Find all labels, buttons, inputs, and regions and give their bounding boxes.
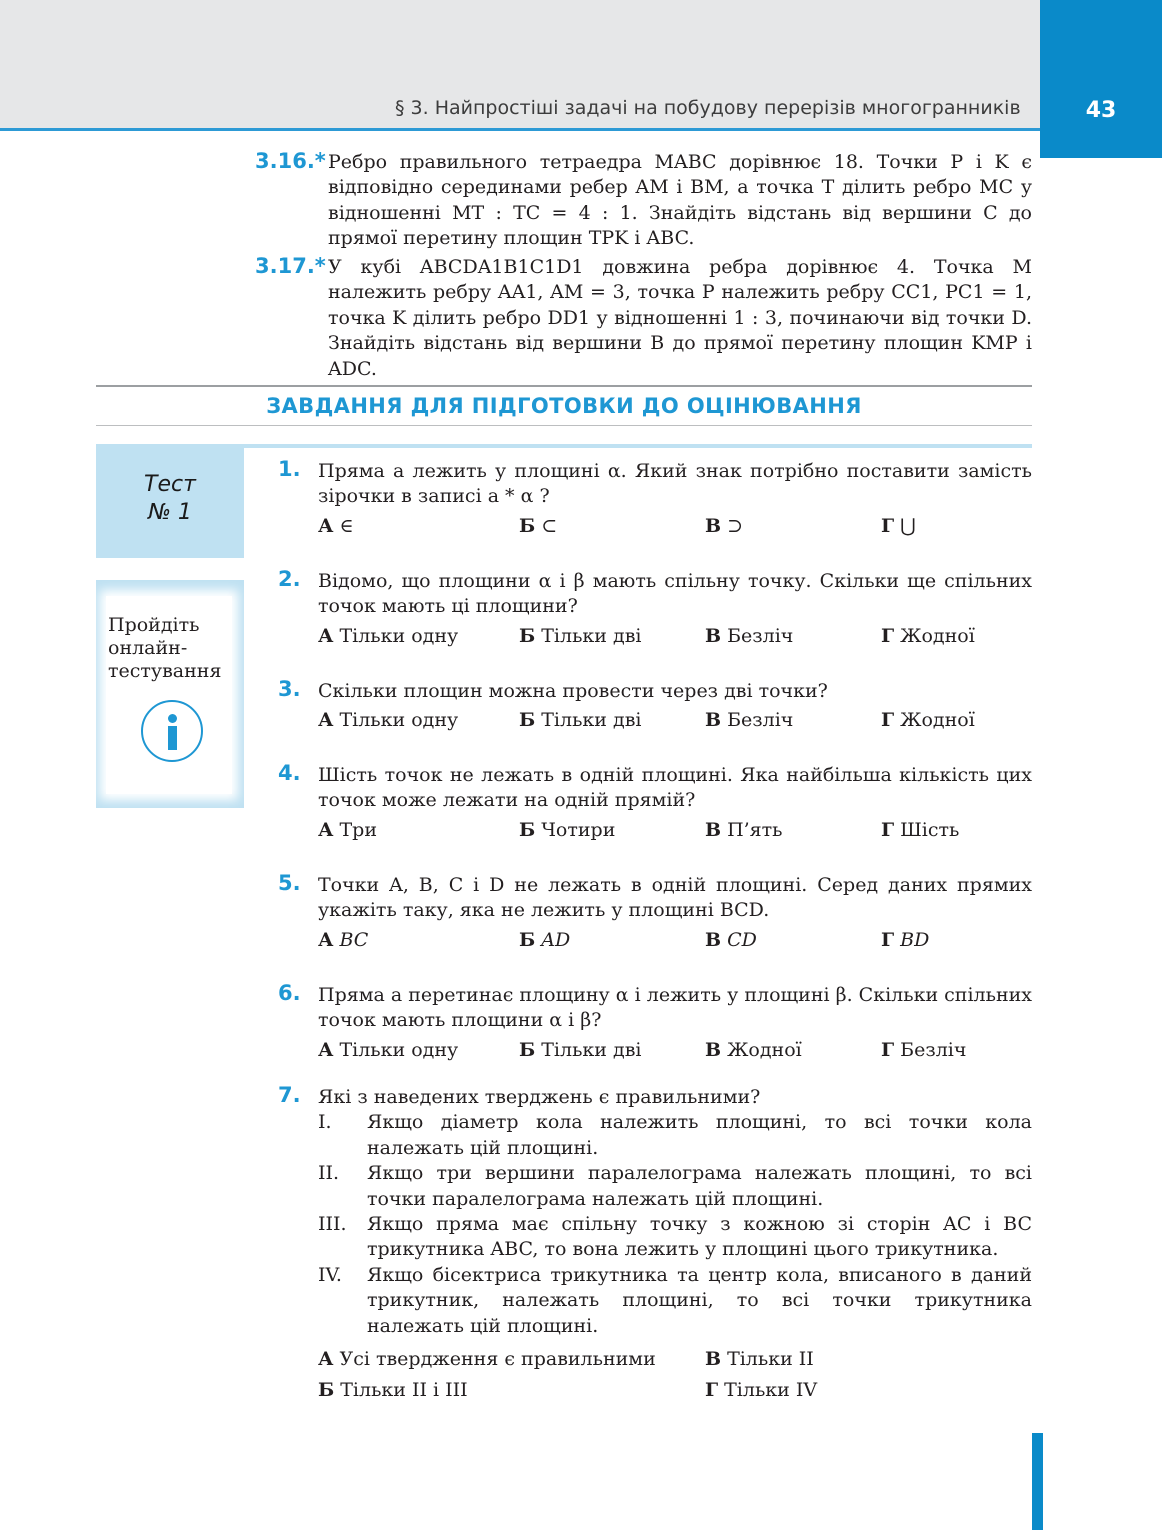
answer-options	[318, 928, 1032, 958]
answer-option-b[interactable]: Б ⊂	[519, 514, 558, 537]
page-edge-marker	[1032, 1433, 1043, 1530]
online-testing-line: онлайн-	[108, 637, 188, 659]
statement-text: Якщо пряма має спільну точку з кожною зі сторін AC і BC трикутника ABC, то вона лежить у площині цього трикутника.	[367, 1213, 1032, 1261]
answer-option-a[interactable]: А Три	[318, 818, 377, 841]
statement-text: Якщо діаметр кола належить площині, то всі точки кола належать цій площині.	[367, 1111, 1032, 1159]
answer-option-h[interactable]: Г Безліч	[881, 1038, 967, 1061]
problem-text: Ребро правильного тетраедра MABC дорівнює 18. Точки P і K є відповідно серединами ребер AM і BM, а точка T ділить ребро MC у відношенні MT : TC = 4 : 1. Знайдіть відстань від вершини C до прямої перетину площин TPK і ABC.	[328, 151, 1032, 250]
answer-option-h[interactable]: Г Тільки IV	[705, 1379, 818, 1402]
answer-option-h[interactable]: Г Шість	[881, 818, 960, 841]
question-7	[278, 1085, 1032, 1409]
answer-option-h[interactable]: Г ⋃	[881, 514, 916, 537]
question-6	[278, 983, 1032, 1068]
answer-options	[318, 1038, 1032, 1068]
question-4	[278, 763, 1032, 848]
answer-option-v[interactable]: В Тільки II	[705, 1348, 814, 1371]
question-number: 2.	[278, 567, 301, 591]
online-testing-text	[108, 614, 221, 683]
question-text: Пряма a лежить у площині α. Який знак потрібно поставити замість зірочки в записі a * α ?	[318, 460, 1032, 508]
divider	[96, 385, 1032, 387]
statement-item	[318, 1212, 1032, 1263]
test-label-box	[96, 446, 244, 558]
question-number: 4.	[278, 761, 301, 785]
answer-options	[318, 514, 1032, 544]
statement-text: Якщо три вершини паралелограма належать площині, то всі точки паралелограма належать цій площині.	[367, 1162, 1032, 1210]
question-1	[278, 459, 1032, 544]
statement-numeral: II.	[318, 1162, 340, 1185]
statement-list	[318, 1110, 1032, 1339]
question-2	[278, 569, 1032, 654]
answer-options	[318, 624, 1032, 654]
problem-3-16	[255, 150, 1032, 252]
answer-option-b[interactable]: Б Тільки дві	[519, 1038, 642, 1061]
answer-option-v[interactable]: В ⊃	[705, 514, 743, 537]
info-icon-bar	[168, 726, 177, 750]
problem-3-17	[255, 255, 1032, 382]
answer-options	[318, 818, 1032, 848]
answer-option-a[interactable]: А Тільки одну	[318, 624, 459, 647]
answer-option-a[interactable]: А Усі твердження є правильними	[318, 1348, 656, 1371]
answer-option-b[interactable]: Б Чотири	[519, 818, 616, 841]
divider	[96, 425, 1032, 426]
question-number: 7.	[278, 1083, 301, 1107]
answer-option-b[interactable]: Б Тільки дві	[519, 709, 642, 732]
answer-option-h[interactable]: Г Жодної	[881, 709, 975, 732]
answer-option-v[interactable]: В Жодної	[705, 1038, 802, 1061]
question-number: 5.	[278, 871, 301, 895]
test-label-number: № 1	[148, 500, 192, 525]
answer-option-a[interactable]: А Тільки одну	[318, 709, 459, 732]
question-number: 3.	[278, 677, 301, 701]
problem-number: 3.17.*	[255, 254, 326, 278]
answer-option-a[interactable]: А ∈	[318, 514, 354, 537]
question-text: Відомо, що площини α і β мають спільну точку. Скільки ще спільних точок мають ці площини?	[318, 570, 1032, 618]
answer-option-h[interactable]: Г Жодної	[881, 624, 975, 647]
test-label-line: Тест	[144, 472, 196, 497]
answer-option-b[interactable]: Б Тільки II і III	[318, 1379, 468, 1402]
statement-item	[318, 1110, 1032, 1161]
question-3	[278, 679, 1032, 738]
answer-option-v[interactable]: В Безліч	[705, 624, 794, 647]
answer-option-v[interactable]: В CD	[705, 928, 757, 951]
answer-option-v[interactable]: В П’ять	[705, 818, 783, 841]
statement-text: Якщо бісектриса трикутника та центр кола, вписаного в даний трикутник, належать площині, то всі точки трикутника належать цій площині.	[367, 1263, 1032, 1337]
online-testing-box[interactable]	[96, 580, 244, 808]
statement-numeral: I.	[318, 1111, 332, 1134]
section-title: ЗАВДАННЯ ДЛЯ ПІДГОТОВКИ ДО ОЦІНЮВАННЯ	[266, 394, 862, 418]
chapter-title: § 3. Найпростіші задачі на побудову перерізів многогранників	[395, 97, 1021, 119]
statement-numeral: IV.	[318, 1263, 342, 1286]
test-label	[96, 471, 244, 527]
answer-option-a[interactable]: А BC	[318, 928, 369, 951]
statement-item	[318, 1263, 1032, 1339]
online-testing-line: Пройдіть	[108, 614, 200, 636]
statement-numeral: III.	[318, 1213, 347, 1236]
problem-text: У кубі ABCDA1B1C1D1 довжина ребра дорівнює 4. Точка M належить ребру AA1, AM = 3, точка P належить ребру CC1, PC1 = 1, точка K ділить ребро DD1 у відношенні 1 : 3, починаючи від точки D. Знайдіть відстань від вершини B до прямої перетину площин KMP і ADC.	[328, 256, 1032, 380]
question-number: 1.	[278, 457, 301, 481]
answer-options	[318, 1347, 1032, 1409]
answer-option-b[interactable]: Б Тільки дві	[519, 624, 642, 647]
info-icon[interactable]	[141, 700, 203, 762]
info-icon-dot	[168, 714, 177, 723]
page-number-tab	[1040, 0, 1162, 158]
question-text: Які з наведених тверджень є правильними?	[318, 1086, 761, 1108]
question-text: Пряма a перетинає площину α і лежить у площині β. Скільки спільних точок мають площини α і β?	[318, 984, 1032, 1032]
question-5	[278, 873, 1032, 958]
answer-option-h[interactable]: Г BD	[881, 928, 930, 951]
online-testing-line: тестування	[108, 660, 222, 682]
answer-option-b[interactable]: Б AD	[519, 928, 571, 951]
answer-option-a[interactable]: А Тільки одну	[318, 1038, 459, 1061]
statement-item	[318, 1161, 1032, 1212]
answer-options	[318, 708, 1032, 738]
question-number: 6.	[278, 981, 301, 1005]
question-text: Шість точок не лежать в одній площині. Яка найбільша кількість цих точок може лежати на одній прямій?	[318, 764, 1032, 812]
problem-number: 3.16.*	[255, 149, 326, 173]
answer-option-v[interactable]: В Безліч	[705, 709, 794, 732]
page-header	[0, 0, 1040, 131]
question-text: Точки A, B, C і D не лежать в одній площині. Серед даних прямих укажіть таку, яка не лежить у площині BCD.	[318, 874, 1032, 922]
question-text: Скільки площин можна провести через дві точки?	[318, 680, 828, 702]
page-number: 43	[1085, 98, 1117, 123]
